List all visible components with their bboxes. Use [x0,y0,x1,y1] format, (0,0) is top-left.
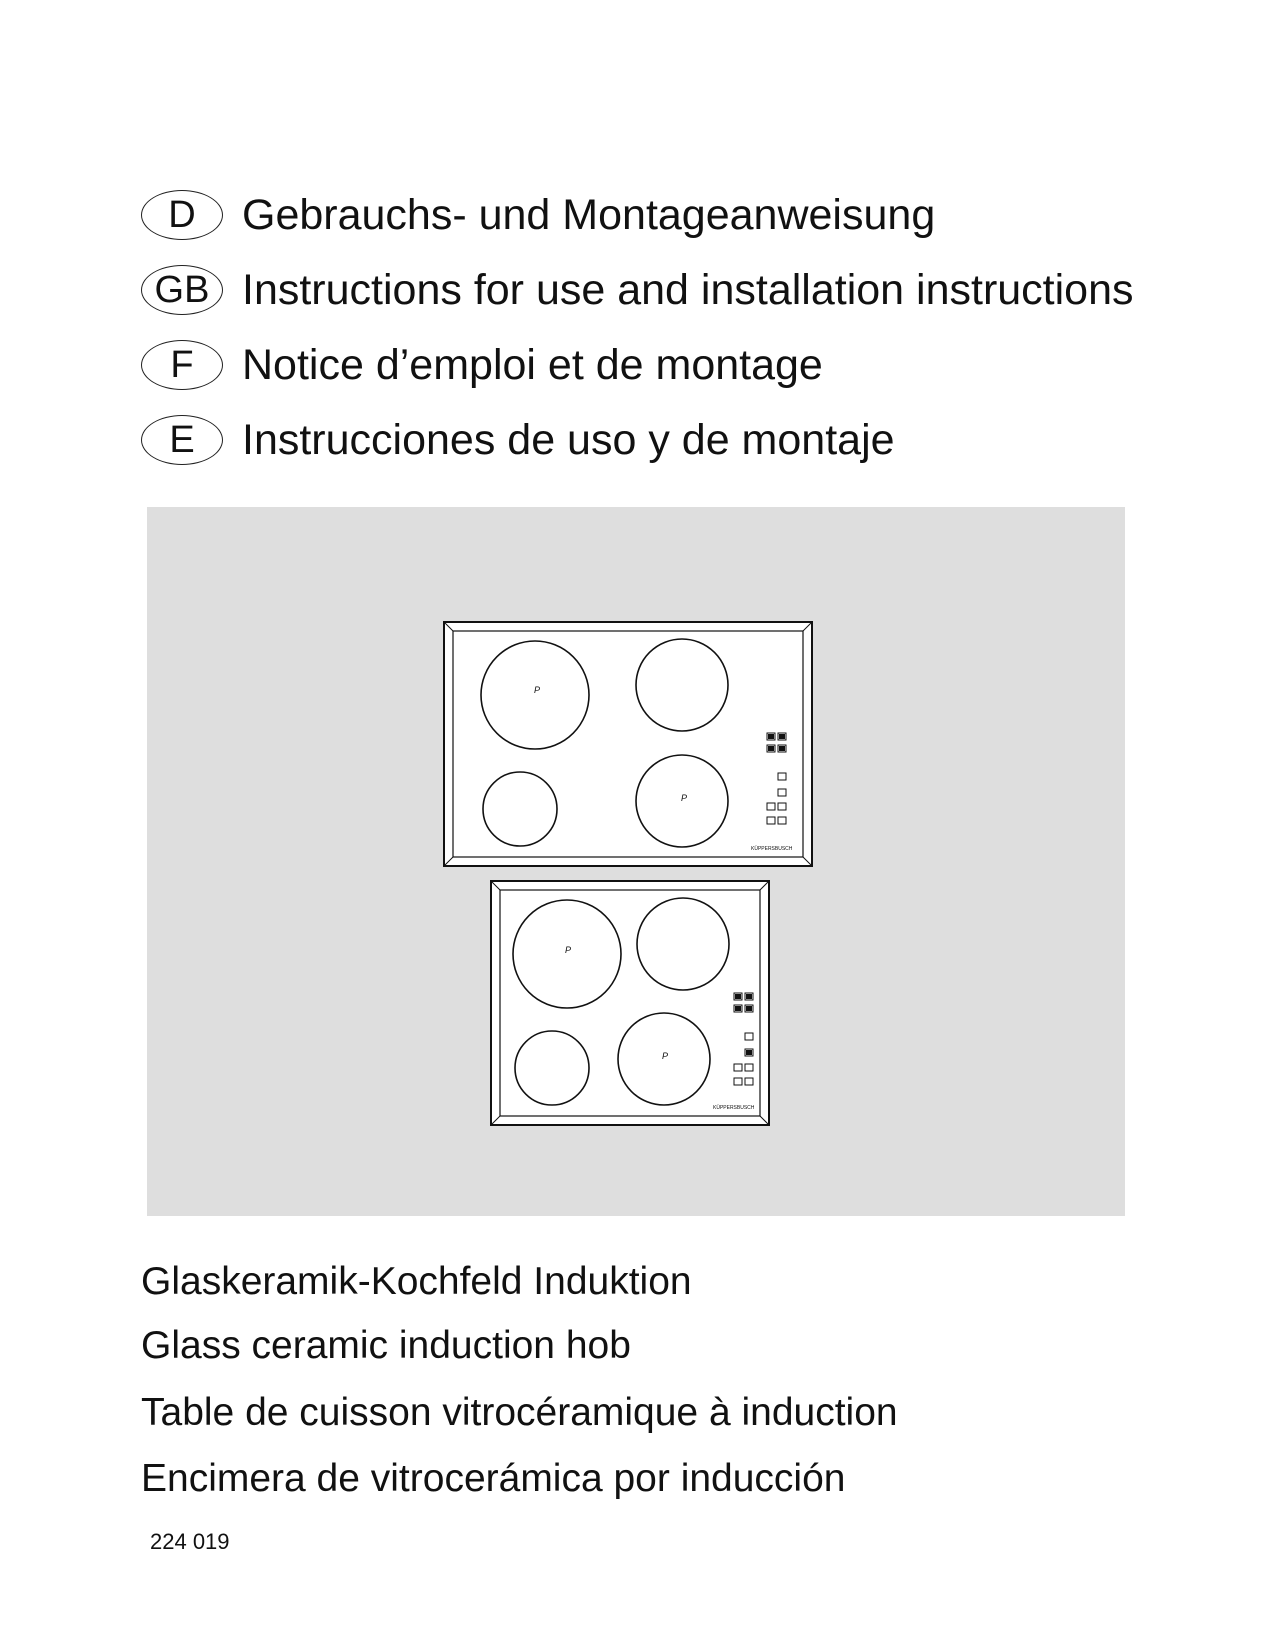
document-number: 224 019 [150,1529,230,1554]
hob-illustration-panel [147,507,1125,1216]
hob-small-zone-marker-front: P [662,1051,669,1061]
instructions-title-e: Instrucciones de uso y de montaje [242,416,895,464]
language-badge-e: E [141,415,223,465]
instructions-title-gb: Instructions for use and installation instructions [242,266,1134,314]
language-badge-gb: GB [141,265,223,315]
product-name-en: Glass ceramic induction hob [141,1324,631,1367]
hob-small [491,881,769,1125]
hob-small-glass [500,890,760,1116]
hob-large-brand-mark: KÜPPERSBUSCH [751,846,793,852]
hob-large-zone-marker-front: P [681,793,688,803]
hob-large-glass [453,631,803,857]
language-badge-f: F [141,340,223,390]
language-badge-d: D [141,190,223,240]
hob-illustration [147,507,1125,1216]
product-name-de: Glaskeramik-Kochfeld Induktion [141,1260,692,1303]
product-name-fr: Table de cuisson vitrocéramique à induction [141,1391,898,1434]
hob-large [444,622,812,866]
hob-small-zone-marker-rear: P [565,945,572,955]
product-name-es: Encimera de vitrocerámica por inducción [141,1457,846,1500]
instructions-title-d: Gebrauchs- und Montageanweisung [242,191,936,239]
hob-small-brand-mark: KÜPPERSBUSCH [713,1105,755,1111]
hob-large-zone-marker-rear: P [534,685,541,695]
instructions-title-f: Notice d’emploi et de montage [242,341,823,389]
